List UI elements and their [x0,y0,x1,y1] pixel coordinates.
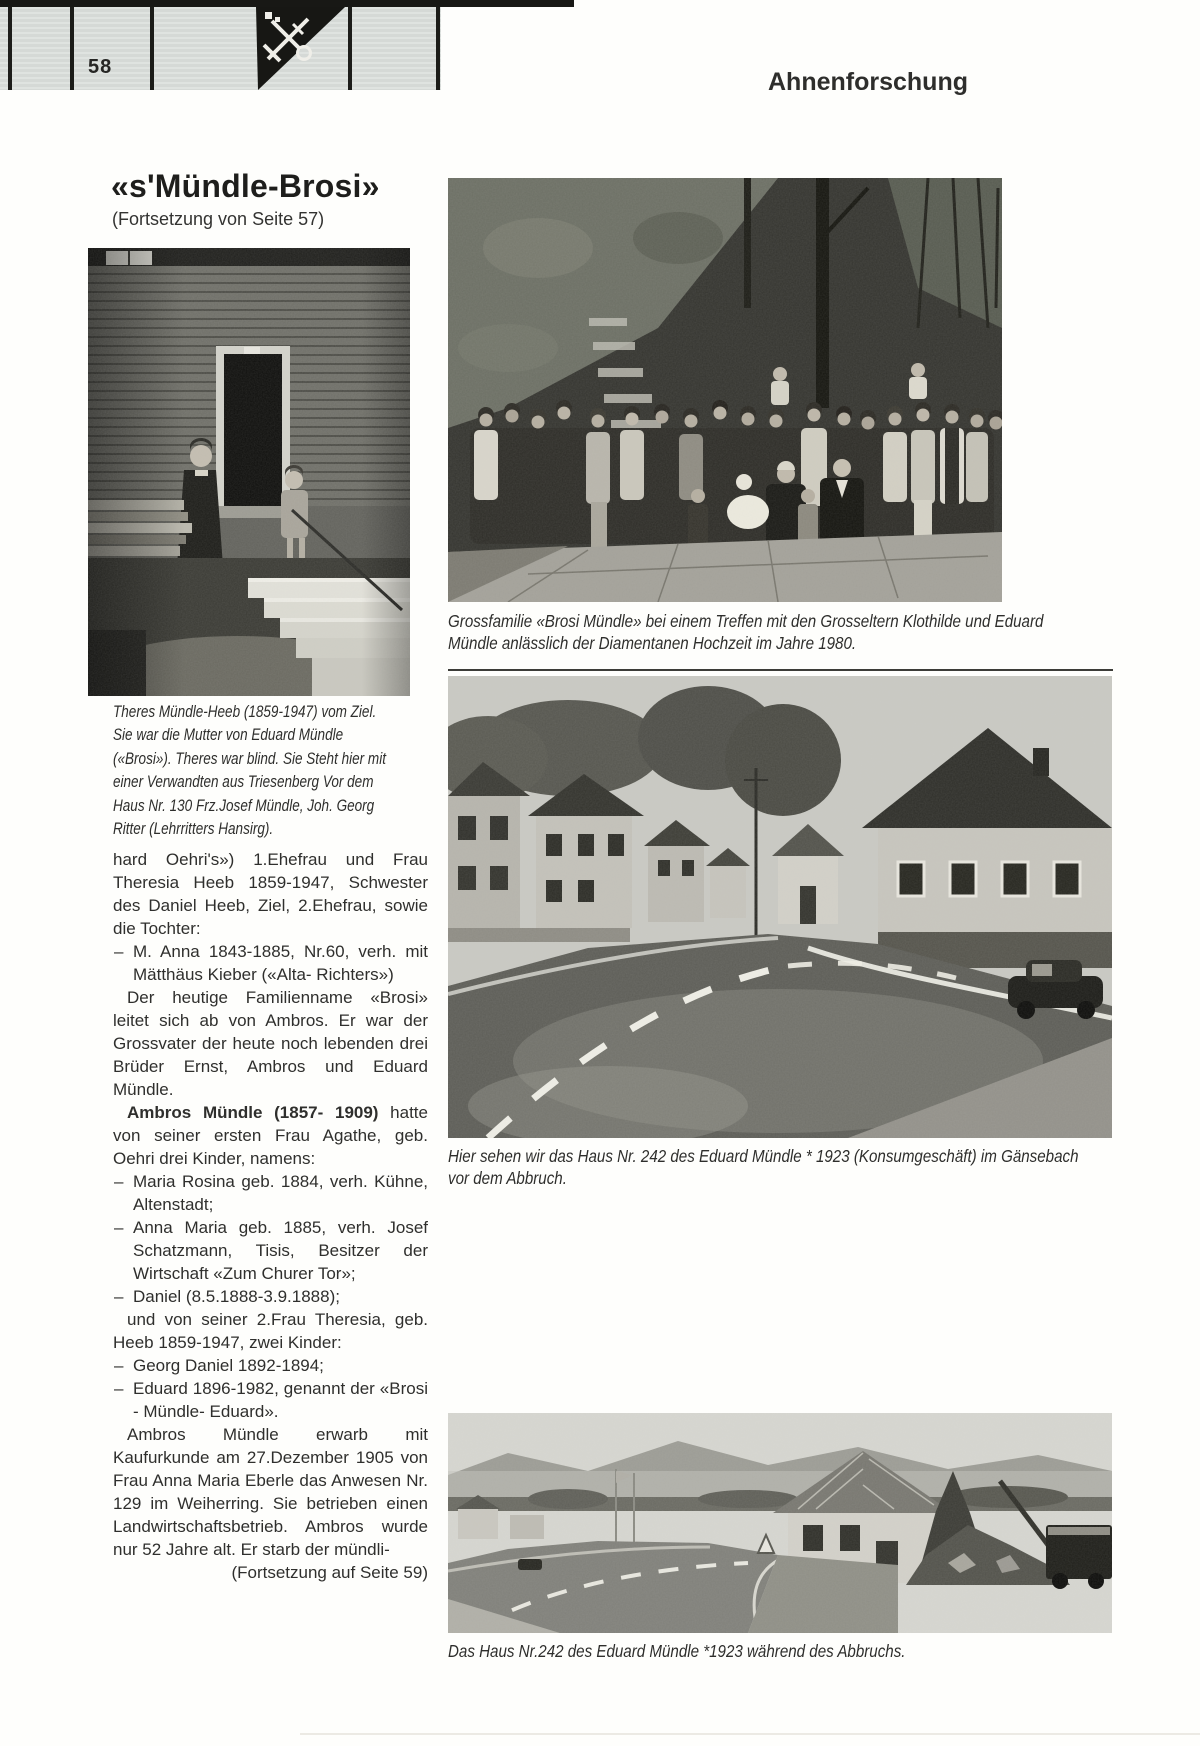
paragraph: und von seiner 2.Frau Theresia, geb. Heeb 1859-1947, zwei Kinder: [113,1310,428,1352]
caption-line: vor dem Abbruch. [448,1168,567,1188]
continuation-note: (Fortsetzung auf Seite 59) [231,1563,428,1582]
caption-line: Hier sehen wir das Haus Nr. 242 des Eduard Mündle * 1923 (Konsumgeschäft) im Gänsebach [448,1146,1079,1166]
photo-theres-muendle [88,248,410,696]
caption-group [448,611,1114,655]
paragraph: Ambros Mündle erwarb mit Kaufurkunde am 27.Dezember 1905 von Frau Anna Maria Eberle das Anwesen Nr. 129 im Weiherring. Sie betrieben einen Landwirtschaftsbetrieb. Ambros wurde nur 52 Jahre alt. Er starb der mündli- [113,1425,428,1559]
caption-theres [113,701,429,841]
caption-line: («Brosi»). Theres war blind. Sie Steht hier mit [113,749,386,768]
list-item: – Eduard 1896-1982, genannt der «Brosi - Mündle- Eduard». [114,1379,428,1421]
crossed-sword-and-key-icon [256,7,348,90]
page-number: 58 [88,56,113,78]
column-rule [448,669,1113,671]
article-subtitle: (Fortsetzung von Seite 57) [112,209,325,229]
header-divider [436,7,440,90]
caption-line: Sie war die Mutter von Eduard Mündle [113,726,344,745]
photo-street-haus-242 [448,676,1112,1138]
photo-demolition-haus-242 [448,1413,1112,1633]
caption-line: Haus Nr. 130 Frz.Josef Mündle, Joh. Georg [113,796,375,815]
paragraph: Ambros Mündle (1857- 1909) hatte von seiner ersten Frau Agathe, geb. Oehri drei Kinder, namens: [113,1103,428,1168]
caption-line: Ritter (Lehrritters Hansirg). [113,820,274,839]
list-item: – M. Anna 1843-1885, Nr.60, verh. mit Mätthäus Kieber («Alta- Richters») [114,942,428,984]
caption-line: Grossfamilie «Brosi Mündle» bei einem Treffen mit den Grosseltern Klothilde und Eduard [448,611,1044,631]
header-top-bar [0,0,574,7]
header-divider [150,7,154,90]
header-divider [348,7,352,90]
caption-line: Das Haus Nr.242 des Eduard Mündle *1923 während des Abbruchs. [448,1641,906,1661]
list-item: – Daniel (8.5.1888-3.9.1888); [114,1287,340,1306]
list-item: – Anna Maria geb. 1885, verh. Josef Schatzmann, Tisis, Besitzer der Wirtschaft «Zum Churer Tor»; [114,1218,428,1283]
header-gray-band [0,7,441,90]
paragraph: Der heutige Familienname «Brosi» leitet sich ab von Ambros. Er war der Grossvater der heute noch lebenden drei Brüder Ernst, Ambros und Eduard Mündle. [113,988,428,1099]
paragraph: hard Oehri's») 1.Ehefrau und Frau Theresia Heeb 1859-1947, Schwester des Daniel Heeb, Ziel, 2.Ehefrau, sowie die Tochter: [113,850,428,938]
header-divider [8,7,12,90]
page-bottom-rule [300,1733,1200,1735]
list-dash: – [114,942,124,961]
photo-family-group [448,178,1002,602]
list-item: – Georg Daniel 1892-1894; [114,1356,324,1375]
list-item: – Maria Rosina geb. 1884, verh. Kühne, Altenstadt; [114,1172,428,1214]
caption-demolition [448,1641,1114,1663]
caption-street [448,1146,1114,1190]
header-divider [70,7,74,90]
article-title: «s'Mündle-Brosi» [111,168,380,204]
caption-line: Mündle anlässlich der Diamentanen Hochzeit im Jahre 1980. [448,633,857,653]
caption-line: einer Verwandten aus Triesenberg Vor dem [113,773,374,792]
bold-lead: Ambros Mündle (1857- 1909) [127,1103,379,1122]
caption-line: Theres Mündle-Heeb (1859-1947) vom Ziel. [113,703,377,721]
article-body [113,848,428,1584]
section-title: Ahnenforschung [768,68,968,96]
